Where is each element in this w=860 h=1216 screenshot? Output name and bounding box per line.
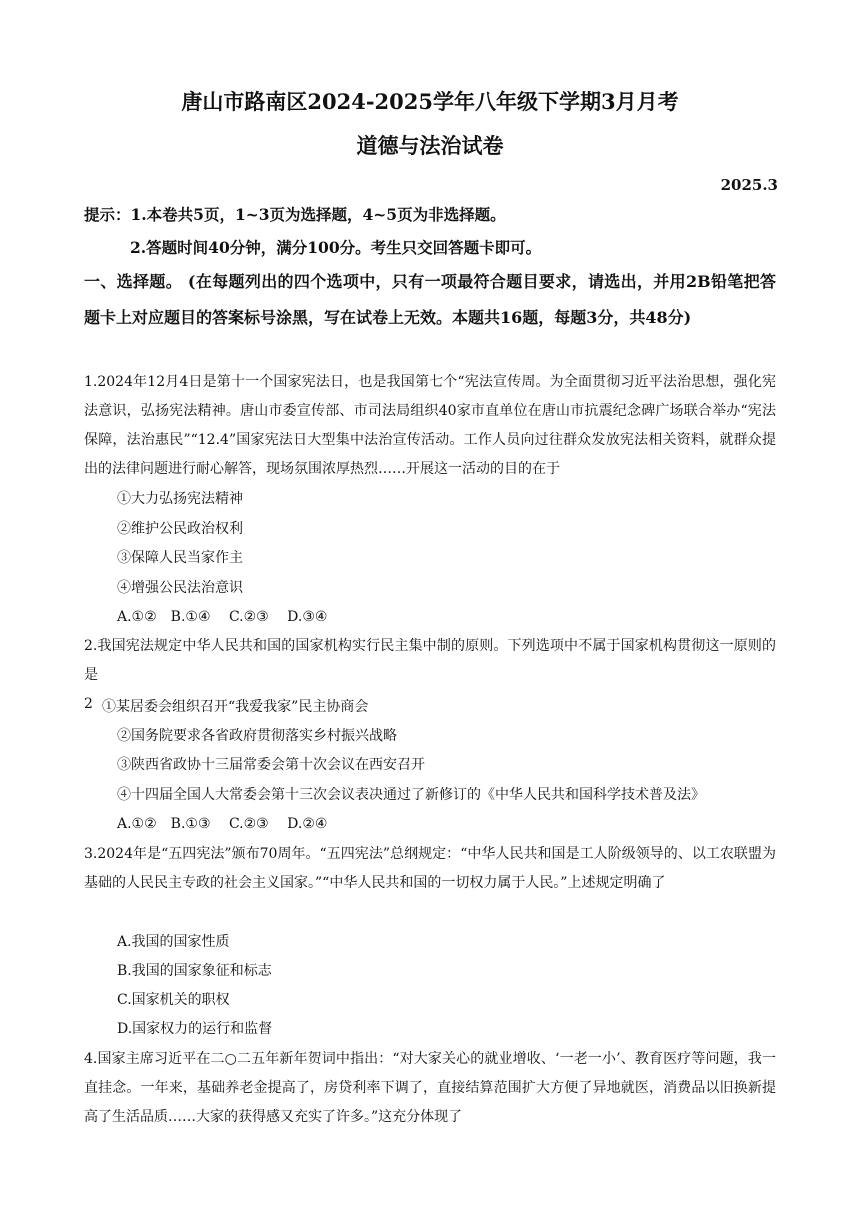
question-3-option: A.我国的国家性质 [117,934,230,950]
question-4-stem: 4.国家主席习近平在二○二五年新年贺词中指出：“对大家关心的就业增收、‘一老一小’、教育医疗等问题，我一直挂念。一年来，基础养老金提高了，房贷利率下调了，直接结算范围扩大方便了异地就医，消费品以旧换新提高了生活品质……大家的获得感又充实了许多。”这充分体现了 [84,1051,776,1125]
section-heading: 一、选择题。 (在每题列出的四个选项中，只有一项最符合题目要求，请选出，并用2B铅笔把答题卡上对应题目的答案标号涂黑，写在试卷上无效。本题共16题，每题3分，共48分) [84,272,776,327]
exam-subject-title: 道德与法治试卷 [356,133,504,158]
tip-line-1: 提示：1.本卷共5页，1~3页为选择题，4~5页为非选择题。 [84,205,506,224]
question-1-stem: 1.2024年12月4日是第十一个国家宪法日，也是我国第七个“宪法宣传周。为全面贯彻习近平法治思想，强化宪法意识，弘扬宪法精神。唐山市委宣传部、市司法局组织40家市直单位在唐山市抗震纪念碑广场联合举办“宪法保障，法治惠民”“12.4”国家宪法日大型集中法治宣传活动。工作人员向过往群众发放宪法相关资料，就群众提出的法律问题进行耐心解答，现场氛围浓厚热烈……开展这一活动的目的在于 [84,374,776,477]
question-3-option: B.我国的国家象征和标志 [117,963,272,979]
tip-line-2: 2.答题时间40分钟，满分100分。考生只交回答题卡即可。 [130,238,542,257]
question-1-item: ①大力弘扬宪法精神 [117,491,243,507]
question-2-item: ②国务院要求各省政府贯彻落实乡村振兴战略 [117,728,397,744]
question-2-stem: 2.我国宪法规定中华人民共和国的国家机构实行民主集中制的原则。下列选项中不属于国家机构贯彻这一原则的是 [84,638,776,683]
exam-title: 唐山市路南区2024-2025学年八年级下学期3月月考 [181,89,679,114]
question-1-item: ④增强公民法治意识 [117,580,243,596]
question-3-option: D.国家权力的运行和监督 [117,1021,273,1037]
question-2-item: ④十四届全国人大常委会第十三次会议表决通过了新修订的《中华人民共和国科学技术普及法》 [117,787,705,803]
question-3-stem: 3.2024年是“五四宪法”颁布70周年。“五四宪法”总纲规定：“中华人民共和国是工人阶级领导的、以工农联盟为基础的人民民主专政的社会主义国家。”“中华人民共和国的一切权力属于人民。”上述规定明确了 [84,846,776,891]
question-1-choices: A.①② B.①④ C.②③ D.③④ [117,609,328,625]
question-3-option: C.国家机关的职权 [117,992,230,1008]
exam-date: 2025.3 [720,176,778,194]
question-1-item: ③保障人民当家作主 [117,550,243,566]
question-1-item: ②维护公民政治权利 [117,521,243,537]
question-2-choices: A.①② B.①③ C.②③ D.②④ [117,816,328,832]
question-2-item: ①某居委会组织召开“我爱我家”民主协商会 [102,699,369,715]
question-2-stray-number: 2 [84,696,93,712]
question-2-item: ③陕西省政协十三届常委会第十次会议在西安召开 [117,757,425,773]
